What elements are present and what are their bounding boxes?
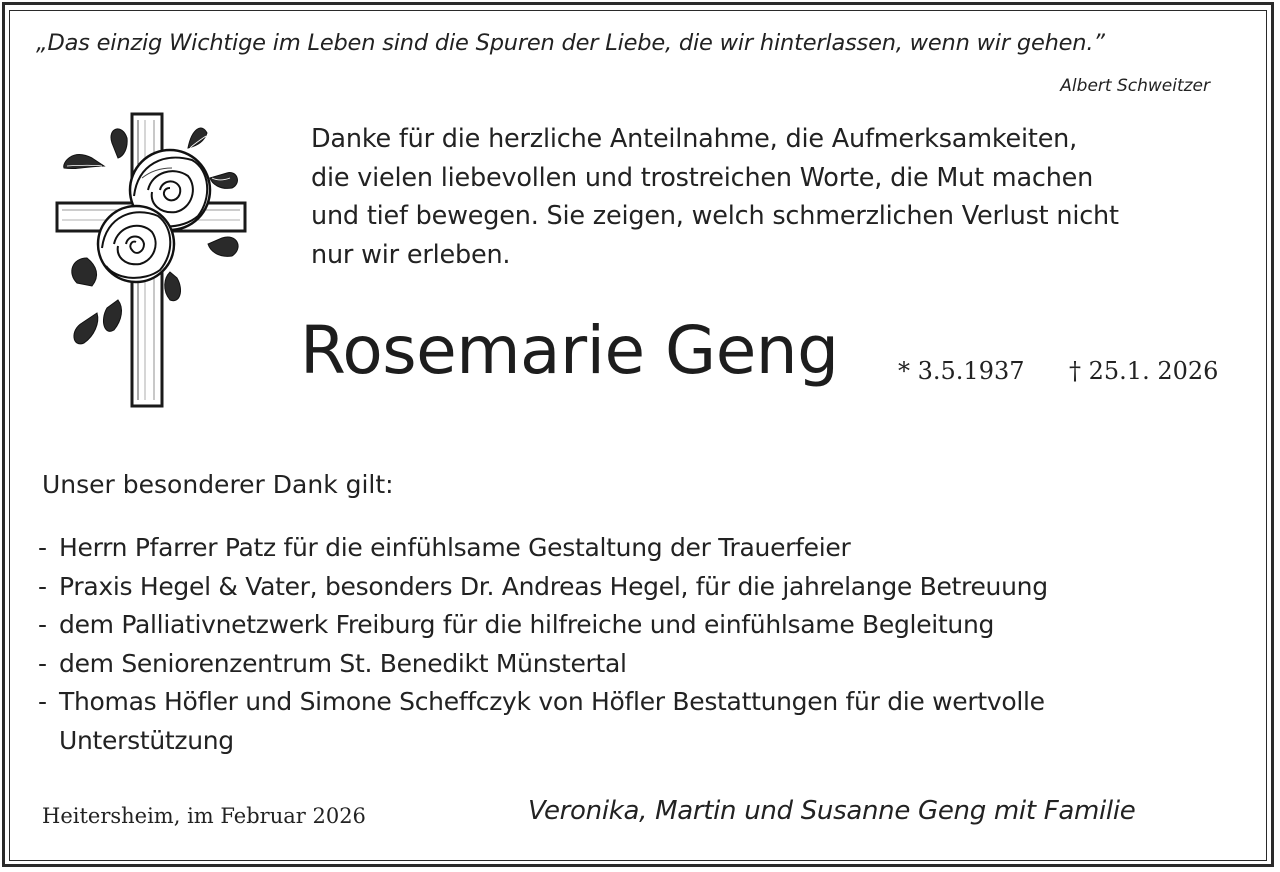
list-item-text: dem Seniorenzentrum St. Benedikt Münstertal [59, 648, 627, 678]
cross-roses-svg [52, 108, 252, 413]
deceased-name: Rosemarie Geng [300, 312, 839, 389]
list-item-text: dem Palliativnetzwerk Freiburg für die hilfreiche und einfühlsame Begleitung [59, 610, 995, 639]
thanks-line: und tief bewegen. Sie zeigen, welch schmerzlichen Verlust nicht [311, 201, 1119, 231]
list-dash: - [38, 687, 47, 716]
thanks-paragraph [311, 120, 1241, 274]
list-item [38, 645, 1238, 684]
thanks-line: die vielen liebevollen und trostreichen Worte, die Mut machen [311, 162, 1094, 193]
list-item-text: Thomas Höfler und Simone Scheffczyk von Höfler Bestattungen für die wertvolle [59, 687, 1045, 716]
list-item-text: Herrn Pfarrer Patz für die einfühlsame Gestaltung der Trauerfeier [59, 533, 851, 562]
list-item-text: Unterstützung [59, 725, 234, 755]
place-date: Heitersheim, im Februar 2026 [42, 804, 366, 828]
cross-with-roses-icon [52, 108, 252, 413]
thanks-line: nur wir erleben. [311, 239, 511, 270]
list-item [38, 529, 1238, 568]
list-dash: - [38, 610, 47, 639]
quote-text: „Das einzig Wichtige im Leben sind die Spuren der Liebe, die wir hinterlassen, wenn wir gehen.” [36, 30, 1105, 56]
death-date: † 25.1. 2026 [1069, 357, 1219, 385]
list-dash: - [38, 533, 47, 562]
list-dash: - [38, 571, 47, 601]
list-item-continuation [38, 722, 1238, 761]
list-item [38, 606, 1238, 645]
list-item-text: Praxis Hegel & Vater, besonders Dr. Andreas Hegel, für die jahrelange Betreuung [59, 571, 1048, 601]
list-item [38, 568, 1238, 607]
signature: Veronika, Martin und Susanne Geng mit Familie [528, 796, 1136, 826]
birth-date: * 3.5.1937 [898, 357, 1025, 385]
list-item [38, 683, 1238, 722]
special-thanks-list [38, 529, 1238, 760]
quote-author: Albert Schweitzer [1060, 76, 1210, 96]
list-dash: - [38, 648, 47, 678]
thanks-line: Danke für die herzliche Anteilnahme, die Aufmerksamkeiten, [311, 124, 1078, 154]
special-thanks-heading: Unser besonderer Dank gilt: [42, 470, 394, 499]
